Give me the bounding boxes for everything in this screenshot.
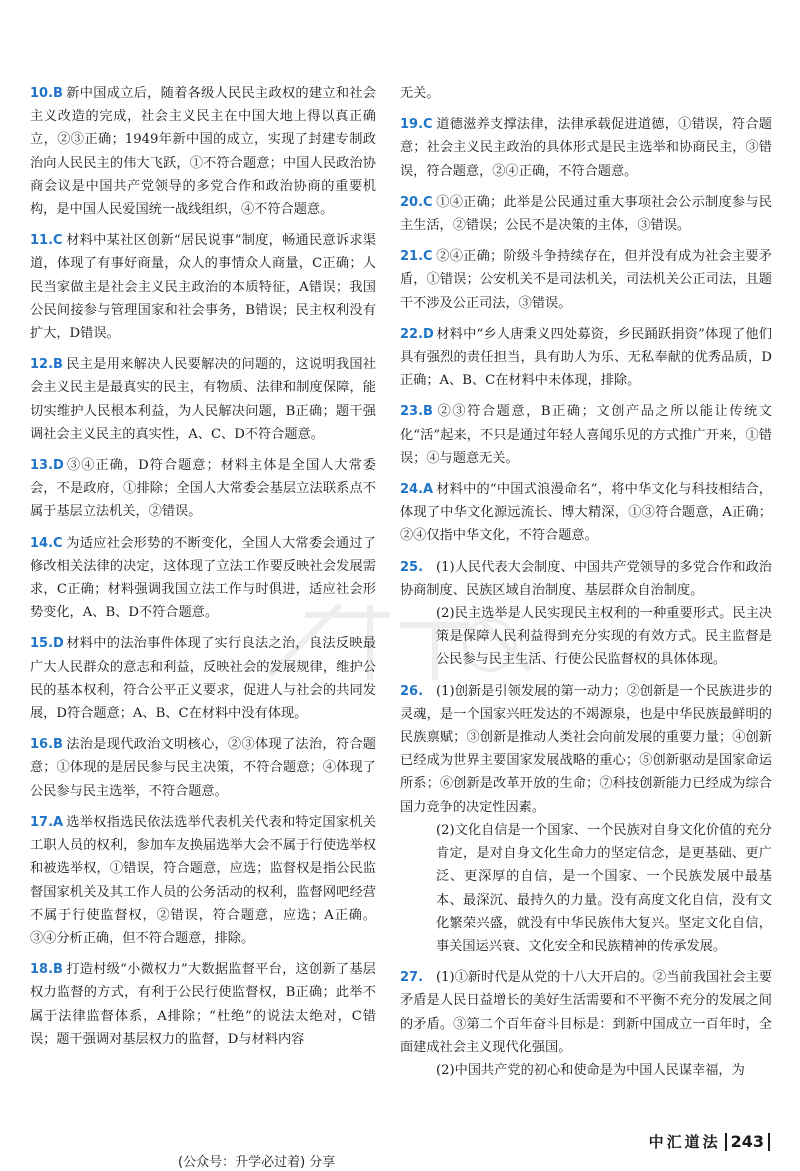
footer-brand: 中汇道法 <box>648 1133 721 1151</box>
answer-text: (1)创新是引领发展的第一动力；②创新是一个民族进步的灵魂，是一个国家兴旺发达的不竭源泉，也是中华民族最鲜明的民族禀赋；③创新是推动人类社会向前发展的重要力量；④创新已经成为世界主要国家发展战略的重心；⑤创新驱动是国家命运所系；⑥创新是改革开放的生命；⑦科技创新能力已经成为综合国力竞争的决定性因素。 <box>400 683 772 815</box>
answer-part <box>400 602 772 672</box>
share-note: (公众号：升学必过着) 分享 <box>178 1155 336 1170</box>
answer-part <box>400 966 772 1059</box>
answer-number: 21.C <box>400 249 433 265</box>
answer-item <box>30 532 376 625</box>
answer-item <box>30 82 376 221</box>
answer-item <box>30 229 376 345</box>
answer-number: 16.B <box>30 737 63 753</box>
answer-item <box>400 113 772 183</box>
answer-item <box>400 478 772 548</box>
answer-item <box>400 323 772 393</box>
left-column <box>30 82 376 1059</box>
answer-item <box>400 966 772 1082</box>
answer-number: 26. <box>400 683 424 699</box>
answer-continuation <box>400 82 772 105</box>
answer-text: (1)人民代表大会制度、中国共产党领导的多党合作和政治协商制度、民族区域自治制度、基层群众自治制度。 <box>400 559 772 598</box>
page-footer <box>649 1131 770 1152</box>
answer-item <box>400 680 772 958</box>
answer-item <box>30 454 376 524</box>
answer-number: 23.B <box>400 404 433 420</box>
answer-number: 11.C <box>30 233 63 249</box>
answer-text: (1)①新时代是从党的十八大开启的。②当前我国社会主要矛盾是人民日益增长的美好生活需要和不平衡不充分的发展之间的矛盾。③第二个百年奋斗目标是：到新中国成立一百年时，全面建成社会主义现代化强国。 <box>400 970 772 1055</box>
answer-text: (2)民主选举是人民实现民主权利的一种重要形式。民主决策是保障人民利益得到充分实现的有效方式。民主监督是公民参与民主生活、行使公民监督权的具体体现。 <box>436 606 772 668</box>
answer-text: 材料中的“中国式浪漫命名”，将中华文化与科技相结合，体现了中华文化源远流长、博大精深，①③符合题意，A正确；②④仅指中华文化，不符合题意。 <box>400 482 772 544</box>
answer-item <box>30 733 376 803</box>
answer-part <box>400 819 772 958</box>
answer-text: 无关。 <box>400 86 440 101</box>
answer-text: 民主是用来解决人民要解决的问题的，这说明我国社会主义民主是最真实的民主，有物质、法律和制度保障，能切实维护人民根本利益，为人民解决问题，B正确；题干强调社会主义民主的真实性，A、C、D不符合题意。 <box>30 357 376 442</box>
page-number: 243 <box>725 1133 770 1151</box>
answer-text: 选举权指选民依法选举代表机关代表和特定国家机关工职人员的权利，参加车友换届选举大会不属于行使选举权和被选举权，①错误，符合题意，应选；监督权是指公民监督国家机关及其工作人员的公务活动的权利，监督网吧经营不属于行使监督权，②错误，符合题意，应选；A正确。③④分析正确，但不符合题意，排除。 <box>30 814 376 946</box>
answer-item <box>400 191 772 237</box>
answer-number: 25. <box>400 559 424 575</box>
answer-part <box>400 680 772 819</box>
answer-text: 道德滋养支撑法律，法律承载促进道德，①错误，符合题意；社会主义民主政治的具体形式是民主选举和协商民主，③错误，符合题意，②④正确，不符合题意。 <box>400 117 772 179</box>
answer-number: 17.A <box>30 814 64 830</box>
answer-text: ②③符合题意，B正确；文创产品之所以能让传统文化“活”起来，不只是通过年轻人喜闻乐见的方式推广开来，①错误；④与题意无关。 <box>400 404 772 466</box>
answer-number: 22.D <box>400 326 434 342</box>
answer-number: 19.C <box>400 117 433 133</box>
answer-item <box>30 958 376 1051</box>
answer-text: 打造村级“小微权力”大数据监督平台，这创新了基层权力监督的方式，有利于公民行使监督权，B正确；此举不属于法律监督体系，A排除；“杜绝”的说法太绝对，C错误；题干强调对基层权力的监督，D与材料内容 <box>30 962 376 1047</box>
answer-text: (2)文化自信是一个国家、一个民族对自身文化价值的充分肯定，是对自身文化生命力的坚定信念，是更基础、更广泛、更深厚的自信，是一个国家、一个民族发展中最基本、最深沉、最持久的力量。没有高度文化自信，没有文化繁荣兴盛，就没有中华民族伟大复兴。坚定文化自信，事关国运兴衰、文化安全和民族精神的传承发展。 <box>436 822 772 954</box>
answer-number: 13.D <box>30 458 64 474</box>
answer-text: 法治是现代政治文明核心，②③体现了法治，符合题意；①体现的是居民参与民主决策，不符合题意；④体现了公民参与民主选举，不符合题意。 <box>30 737 376 799</box>
answer-text: (2)中国共产党的初心和使命是为中国人民谋幸福，为 <box>436 1062 745 1078</box>
answer-part <box>400 556 772 602</box>
answer-number: 15.D <box>30 636 64 652</box>
answer-number: 27. <box>400 970 424 986</box>
answer-number: 10.B <box>30 86 63 101</box>
answer-text: ①④正确；此举是公民通过重大事项社会公示制度参与民主生活，②错误；公民不是决策的主体，③错误。 <box>400 194 772 234</box>
answer-text: 材料中的法治事件体现了实行良法之治，良法反映最广大人民群众的意志和利益，反映社会的发展规律，维护公民的基本权利，符合公平正义要求，促进人与社会的共同发展，D符合题意；A、B、C在材料中没有体现。 <box>30 636 376 722</box>
answer-text: ③④正确，D符合题意；材料主体是全国人大常委会，不是政府，①排除；全国人大常委会基层立法联系点不属于基层立法机关，②错误。 <box>30 458 376 520</box>
answer-item <box>30 632 376 725</box>
answer-text: 材料中“乡人唐秉义四处募资，乡民踊跃捐资”体现了他们具有强烈的责任担当，具有助人为乐、无私奉献的优秀品质，D正确；A、B、C在材料中未体现，排除。 <box>400 326 772 389</box>
answer-item <box>30 353 376 446</box>
answer-number: 18.B <box>30 962 63 978</box>
answer-number: 14.C <box>30 535 63 551</box>
answer-item <box>30 811 376 950</box>
answer-part <box>400 1059 772 1082</box>
answer-item <box>400 556 772 672</box>
answer-text: 为适应社会形势的不断变化，全国人大常委会通过了修改相关法律的决定，这体现了立法工作要反映社会发展需求，C正确；材料强调我国立法工作与时俱进，适应社会形势变化，A、B、D不符合题意。 <box>30 535 376 621</box>
answer-number: 20.C <box>400 194 433 210</box>
answer-text: ②④正确；阶级斗争持续存在，但并没有成为社会主要矛盾，①错误；公安机关不是司法机关，司法机关公正司法，且题干不涉及公正司法，③错误。 <box>400 249 772 311</box>
answer-item <box>400 245 772 315</box>
answer-text: 材料中某社区创新“居民说事”制度，畅通民意诉求渠道，体现了有事好商量，众人的事情众人商量，C正确；人民当家做主是社会主义民主政治的本质特征，A错误；我国公民间接参与管理国家和社会事务，B错误；民主权利没有扩大，D错误。 <box>30 233 376 342</box>
answer-text: 新中国成立后，随着各级人民民主政权的建立和社会主义改造的完成，社会主义民主在中国大地上得以真正确立，②③正确；1949年新中国的成立，实现了封建专制政治向人民民主的伟大飞跃，①不符合题意；中国人民政治协商会议是中国共产党领导的多党合作和政治协商的重要机构，是中国人民爱国统一战线组织，④不符合题意。 <box>30 86 376 218</box>
answer-item <box>400 400 772 470</box>
answer-number: 24.A <box>400 482 434 498</box>
answer-number: 12.B <box>30 357 63 373</box>
right-column <box>400 82 772 1090</box>
